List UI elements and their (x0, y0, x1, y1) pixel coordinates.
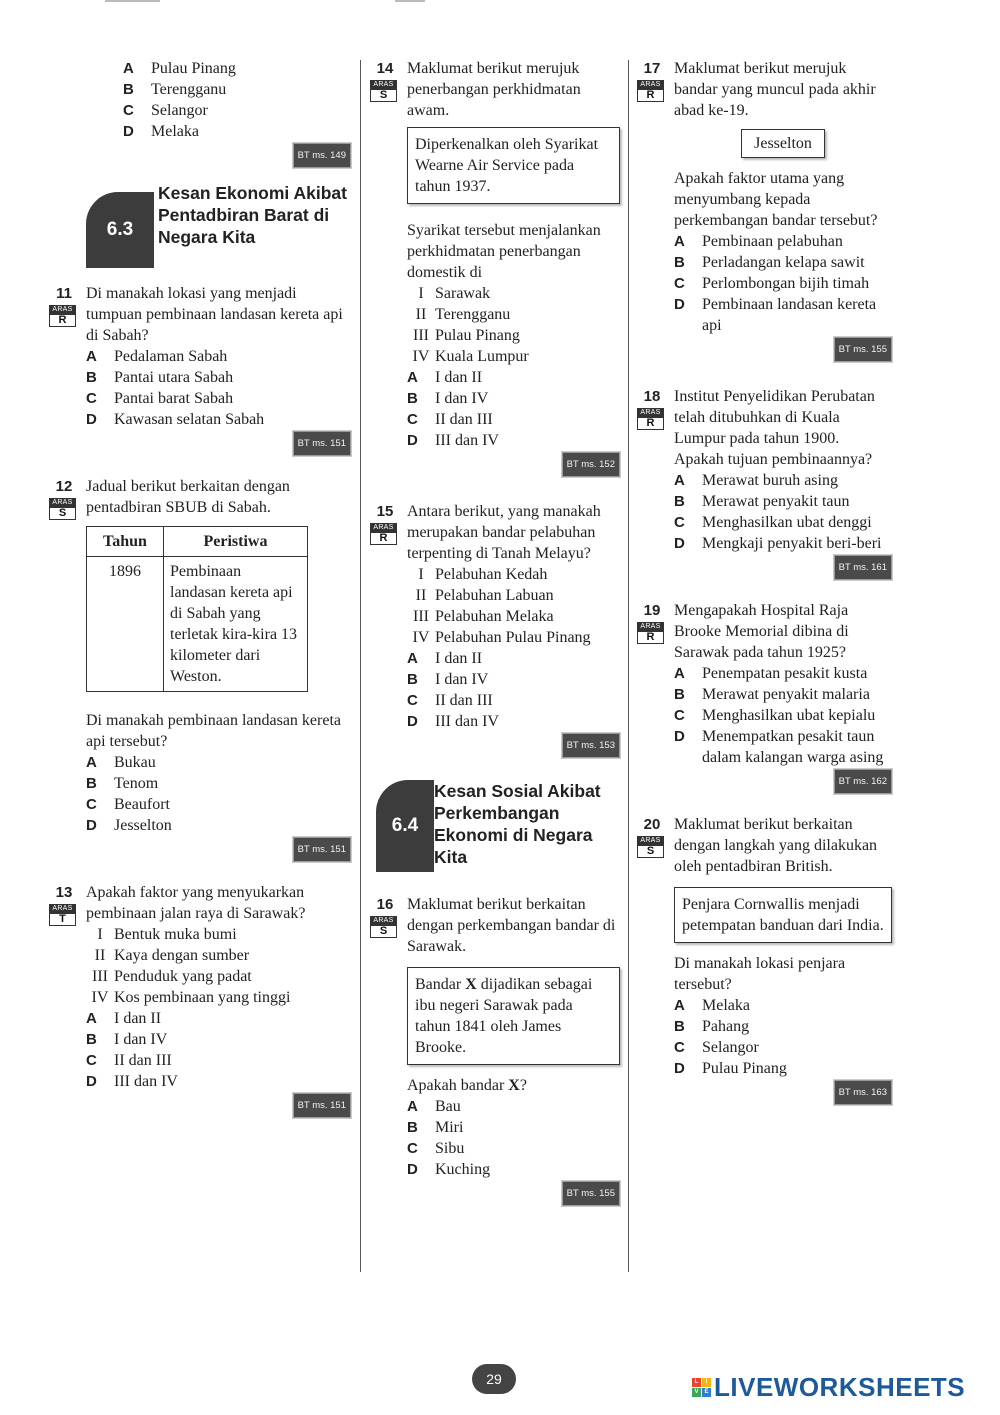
option-c[interactable] (123, 100, 351, 121)
table-header: Tahun (87, 527, 164, 557)
section-number-badge: 6.3 (86, 192, 154, 268)
roman-item: III Penduduk yang padat (92, 968, 252, 985)
info-table (86, 526, 308, 692)
roman-item: I Pelabuhan Kedah (418, 566, 548, 583)
question-stem: Di manakah lokasi yang menjadi tumpuan pembinaan landasan kereta api di Sabah? (86, 285, 343, 344)
option-a[interactable]: A Merawat buruh asing (674, 472, 838, 489)
info-box: Penjara Cornwallis menjadi petempatan banduan dari India. (674, 887, 892, 943)
option-b[interactable]: B Pahang (674, 1018, 750, 1035)
option-a[interactable]: A Bau (407, 1098, 461, 1115)
question-prompt: Syarikat tersebut menjalankan perkhidmatan penerbangan domestik di (407, 222, 601, 281)
option-c[interactable]: C II dan III (86, 1052, 172, 1069)
question-stem: Apakah faktor yang menyukarkan pembinaan jalan raya di Sarawak? (86, 884, 306, 922)
option-b[interactable] (123, 79, 351, 100)
question-prompt: Apakah tujuan pembinaannya? (674, 451, 873, 468)
column-right (637, 58, 892, 1105)
liveworksheets-logo-icon (692, 1378, 711, 1397)
question-number: 14 (376, 60, 394, 77)
option-b[interactable]: B I dan IV (407, 671, 489, 688)
question-20 (637, 814, 892, 1105)
options-list (86, 752, 351, 836)
column-left (52, 58, 351, 1118)
options-list (123, 58, 351, 142)
option-c[interactable]: C Perlombongan bijih timah (674, 275, 870, 292)
question-stem: Jadual berikut berkaitan dengan pentadbiran SBUB di Sabah. (86, 478, 290, 516)
question-stem: Maklumat berikut merujuk penerbangan perkhidmatan awam. (407, 60, 581, 119)
options-list (407, 648, 620, 732)
options-list (407, 1096, 620, 1180)
roman-item: IV Kos pembinaan yang tinggi (91, 989, 291, 1006)
roman-item: III Pelabuhan Melaka (413, 608, 554, 625)
option-text: Terengganu (151, 81, 227, 98)
options-list (407, 367, 620, 451)
textbook-ref: BT ms. 162 (674, 769, 892, 794)
question-prompt: Apakah faktor utama yang menyumbang kepada perkembangan bandar tersebut? (674, 170, 878, 229)
textbook-ref: BT ms. 151 (86, 837, 351, 862)
question-stem: Maklumat berikut berkaitan dengan langkah yang dilakukan oleh pentadbiran British. (674, 816, 878, 875)
section-title: Kesan Sosial Akibat Perkembangan Ekonomi di Negara Kita (434, 781, 601, 867)
option-c[interactable]: C Pantai barat Sabah (86, 390, 234, 407)
option-b[interactable]: B Miri (407, 1119, 464, 1136)
textbook-ref: BT ms. 151 (86, 431, 351, 456)
question-prompt: Di manakah lokasi penjara tersebut? (674, 955, 846, 993)
question-10-tail (86, 58, 351, 168)
question-number: 12 (55, 478, 73, 495)
logo-cell: E (702, 1388, 711, 1397)
section-number-badge: 6.4 (376, 780, 434, 872)
option-c[interactable]: C II dan III (407, 411, 493, 428)
question-stem: Mengapakah Hospital Raja Brooke Memorial dibina di Sarawak pada tahun 1925? (674, 602, 849, 661)
option-text: Pulau Pinang (151, 60, 236, 77)
option-d[interactable]: D III dan IV (86, 1073, 178, 1090)
roman-item: II Terengganu (415, 306, 511, 323)
option-a[interactable]: A I dan II (86, 1010, 162, 1027)
option-letter: D (123, 123, 134, 140)
aras-level-icon: ARAS R (637, 408, 664, 430)
options-list (86, 346, 351, 430)
question-number: 20 (643, 816, 661, 833)
textbook-ref: BT ms. 152 (407, 452, 620, 477)
question-number: 18 (643, 388, 661, 405)
option-c[interactable]: C II dan III (407, 692, 493, 709)
textbook-ref: BT ms. 151 (86, 1093, 351, 1118)
question-14 (370, 58, 620, 477)
column-middle (370, 58, 620, 1206)
question-stem: Maklumat berikut merujuk bandar yang muncul pada akhir abad ke-19. (674, 60, 876, 119)
option-d[interactable]: D III dan IV (407, 713, 499, 730)
liveworksheets-brand[interactable] (692, 1372, 965, 1403)
question-stem: Institut Penyelidikan Perubatan telah ditubuhkan di Kuala Lumpur pada tahun 1900. (674, 388, 875, 447)
question-18 (637, 386, 892, 580)
question-13 (49, 882, 351, 1118)
question-prompt: Apakah bandar X? (407, 1077, 527, 1094)
textbook-ref: BT ms. 161 (674, 555, 892, 580)
aras-level-icon: ARAS R (637, 80, 664, 102)
info-box: Jesselton (741, 129, 825, 158)
roman-list (86, 924, 351, 1008)
roman-item: II Pelabuhan Labuan (415, 587, 554, 604)
question-number: 15 (376, 503, 394, 520)
textbook-ref: BT ms. 163 (674, 1080, 892, 1105)
options-list (86, 1008, 351, 1092)
option-a[interactable]: A I dan II (407, 650, 483, 667)
aras-level-icon: ARAS T (49, 904, 76, 926)
aras-level-icon: ARAS R (49, 305, 76, 327)
roman-item: III Pulau Pinang (413, 327, 520, 344)
option-d[interactable]: D III dan IV (407, 432, 499, 449)
roman-list (407, 564, 620, 648)
option-b[interactable]: B Tenom (86, 775, 159, 792)
option-b[interactable]: B I dan IV (407, 390, 489, 407)
question-17 (637, 58, 892, 362)
option-d[interactable]: D Kawasan selatan Sabah (86, 411, 265, 428)
aras-level-icon: ARAS R (637, 622, 664, 644)
table-header: Peristiwa (164, 527, 308, 557)
question-19 (637, 600, 892, 794)
option-c[interactable]: C Selangor (674, 1039, 759, 1056)
question-number: 17 (643, 60, 661, 77)
option-d[interactable]: D Menempatkan pesakit taun dalam kalangan warga asing (674, 728, 884, 766)
question-stem: Maklumat berikut berkaitan dengan perkembangan bandar di Sarawak. (407, 896, 616, 955)
info-box: Diperkenalkan oleh Syarikat Wearne Air Service pada tahun 1937. (407, 127, 620, 204)
option-d[interactable]: D Kuching (407, 1161, 491, 1178)
option-d[interactable]: D Jesselton (86, 817, 172, 834)
question-prompt: Di manakah pembinaan landasan kereta api tersebut? (86, 712, 341, 750)
option-b[interactable]: B Merawat penyakit malaria (674, 686, 870, 703)
question-15 (370, 501, 620, 758)
option-a[interactable]: A I dan II (407, 369, 483, 386)
roman-item: IV Kuala Lumpur (412, 348, 529, 365)
roman-item: I Sarawak (418, 285, 491, 302)
option-c[interactable]: C Menghasilkan ubat kepialu (674, 707, 876, 724)
top-edge-mark (105, 0, 160, 2)
option-d[interactable]: D Pembinaan landasan kereta api (674, 296, 877, 334)
column-divider (628, 60, 629, 1272)
logo-cell: I (702, 1378, 711, 1387)
textbook-ref: BT ms. 153 (407, 733, 620, 758)
option-c[interactable]: C Beaufort (86, 796, 170, 813)
option-d[interactable] (123, 121, 351, 142)
option-letter: B (123, 81, 134, 98)
section-6-3-header (86, 182, 351, 277)
option-b[interactable]: B Perladangan kelapa sawit (674, 254, 865, 271)
brand-name: LIVEWORKSHEETS (714, 1372, 966, 1402)
option-c[interactable]: C Sibu (407, 1140, 465, 1157)
option-d[interactable]: D Pulau Pinang (674, 1060, 787, 1077)
column-divider (360, 60, 361, 1272)
question-stem: Antara berikut, yang manakah merupakan bandar pelabuhan terpenting di Tanah Melayu? (407, 503, 601, 562)
aras-level-icon: ARAS S (49, 498, 76, 520)
options-list (674, 231, 892, 336)
textbook-ref: BT ms. 155 (407, 1181, 620, 1206)
roman-item: I Bentuk muka bumi (97, 926, 237, 943)
logo-cell: L (692, 1378, 701, 1387)
option-a[interactable]: A Pedalaman Sabah (86, 348, 228, 365)
aras-level-icon: ARAS R (370, 523, 397, 545)
top-edge-mark (395, 0, 425, 2)
option-b[interactable]: B I dan IV (86, 1031, 168, 1048)
section-6-4-header (370, 780, 620, 880)
option-a[interactable]: A Pembinaan pelabuhan (674, 233, 843, 250)
aras-level-icon: ARAS S (370, 80, 397, 102)
aras-level-icon: ARAS S (637, 836, 664, 858)
textbook-ref: BT ms. 155 (674, 337, 892, 362)
option-letter: C (123, 102, 134, 119)
page-number: 29 (472, 1364, 516, 1394)
question-16 (370, 894, 620, 1206)
option-b[interactable]: B Pantai utara Sabah (86, 369, 234, 386)
option-d[interactable]: D Mengkaji penyakit beri-beri (674, 535, 882, 552)
question-11 (49, 283, 351, 456)
question-number: 11 (56, 285, 72, 302)
options-list (674, 995, 892, 1079)
section-title: Kesan Ekonomi Akibat Pentadbiran Barat di Negara Kita (158, 183, 347, 247)
table-cell-event: Pembinaan landasan kereta api di Sabah yang terletak kira-kira 13 kilometer dari Weston. (164, 557, 308, 692)
roman-item: IV Pelabuhan Pulau Pinang (412, 629, 591, 646)
option-text: Selangor (151, 102, 208, 119)
option-c[interactable]: C Menghasilkan ubat denggi (674, 514, 872, 531)
question-number: 13 (55, 884, 73, 901)
aras-level-icon: ARAS S (370, 916, 397, 938)
option-letter: A (123, 60, 134, 77)
logo-cell: V (692, 1388, 701, 1397)
roman-item: II Kaya dengan sumber (94, 947, 250, 964)
textbook-ref: BT ms. 149 (123, 143, 351, 168)
question-number: 19 (643, 602, 661, 619)
question-12 (49, 476, 351, 862)
option-text: Melaka (151, 123, 199, 140)
options-list (674, 663, 892, 768)
option-a[interactable] (123, 58, 351, 79)
option-a[interactable]: A Bukau (86, 754, 156, 771)
option-a[interactable]: A Melaka (674, 997, 750, 1014)
info-box: Bandar X dijadikan sebagai ibu negeri Sarawak pada tahun 1841 oleh James Brooke. (407, 967, 620, 1065)
options-list (674, 470, 892, 554)
option-a[interactable]: A Penempatan pesakit kusta (674, 665, 868, 682)
table-cell-year: 1896 (87, 557, 164, 692)
option-b[interactable]: B Merawat penyakit taun (674, 493, 850, 510)
question-number: 16 (376, 896, 394, 913)
roman-list (407, 283, 620, 367)
